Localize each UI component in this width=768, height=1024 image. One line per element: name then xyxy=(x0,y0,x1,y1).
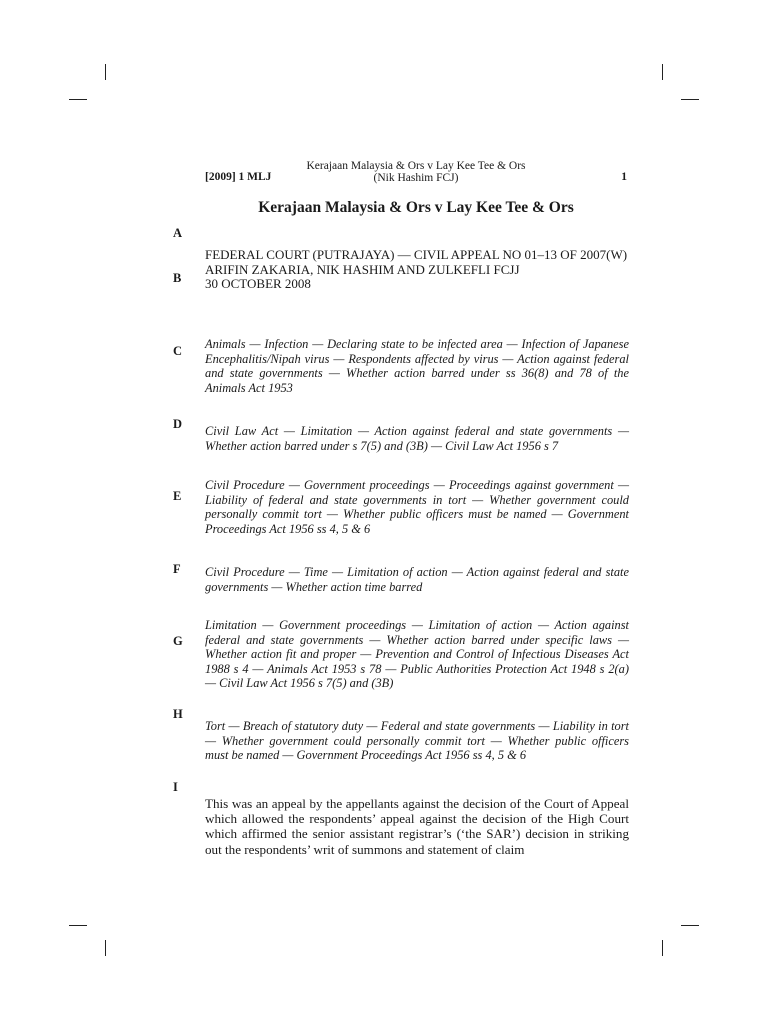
catchword-paragraph: Limitation — Government proceedings — Limitation of action — Action against federal and state governments — Whether action barred under specific laws — Whether action fit and proper — Prevention and Control of Infectious Diseases Act 1988 s 4 — Animals Act 1953 s 78 — Public Authorities Protection Act 1948 s 2(a) — Civil Law Act 1956 s 7(5) and (3B) xyxy=(205,618,629,691)
catchword-paragraph: Tort — Breach of statutory duty — Federal and state governments — Liability in tort — Whether government could personally commit tort — Whether public officers must be named — Government Proceedings Act 1956 ss 4, 5 & 6 xyxy=(205,719,629,763)
catchword-paragraph: Civil Procedure — Time — Limitation of action — Action against federal and state governments — Whether action time barred xyxy=(205,565,629,594)
page-number: 1 xyxy=(621,171,627,183)
catchword-paragraph: Civil Procedure — Government proceedings — Proceedings against government — Liability of federal and state governments in tort — Whether government could personally commit tort — Whether public officers must be named — Government Proceedings Act 1956 ss 4, 5 & 6 xyxy=(205,478,629,536)
case-title: Kerajaan Malaysia & Ors v Lay Kee Tee & Ors xyxy=(258,199,574,216)
court-details xyxy=(205,248,629,292)
running-title-line-2: (Nik Hashim FCJ) xyxy=(373,172,459,184)
crop-mark xyxy=(662,64,663,80)
catchword-paragraph: Civil Law Act — Limitation — Action against federal and state governments — Whether action barred under s 7(5) and (3B) — Civil Law Act 1956 s 7 xyxy=(205,424,629,453)
margin-letter-f: F xyxy=(173,562,181,576)
court-line: FEDERAL COURT (PUTRAJAYA) — CIVIL APPEAL NO 01–13 OF 2007(W) xyxy=(205,247,628,262)
running-header xyxy=(205,160,627,186)
margin-letter-e: E xyxy=(173,489,182,503)
headnote-paragraph: This was an appeal by the appellants against the decision of the Court of Appeal which allowed the respondents’ appeal against the decision of the High Court which affirmed the senior assistant registrar’s (‘the SAR’) decision in striking out the respondents’ writ of summons and statement of claim xyxy=(205,796,629,857)
margin-letter-a: A xyxy=(173,226,183,240)
crop-mark xyxy=(69,99,87,100)
margin-letter-h: H xyxy=(173,707,183,721)
crop-mark xyxy=(69,925,87,926)
margin-letter-b: B xyxy=(173,271,182,285)
margin-letter-i: I xyxy=(173,780,178,794)
running-title xyxy=(205,160,627,184)
judges: ARIFIN ZAKARIA, NIK HASHIM AND ZULKEFLI FCJJ xyxy=(205,261,520,277)
citation: [2009] 1 MLJ xyxy=(205,171,272,183)
crop-mark xyxy=(105,940,106,956)
margin-letter-d: D xyxy=(173,417,183,431)
catchword-paragraph: Animals — Infection — Declaring state to be infected area — Infection of Japanese Encephalitis/Nipah virus — Respondents affected by virus — Action against federal and state governments — Whether action barred under ss 36(8) and 78 of the Animals Act 1953 xyxy=(205,337,629,395)
judgment-date: 30 OCTOBER 2008 xyxy=(205,276,311,291)
crop-mark xyxy=(681,99,699,100)
margin-letter-g: G xyxy=(173,634,183,648)
crop-mark xyxy=(681,925,699,926)
crop-mark xyxy=(662,940,663,956)
running-title-line-1: Kerajaan Malaysia & Ors v Lay Kee Tee & Ors xyxy=(306,160,526,172)
margin-letter-c: C xyxy=(173,344,183,358)
crop-mark xyxy=(105,64,106,80)
